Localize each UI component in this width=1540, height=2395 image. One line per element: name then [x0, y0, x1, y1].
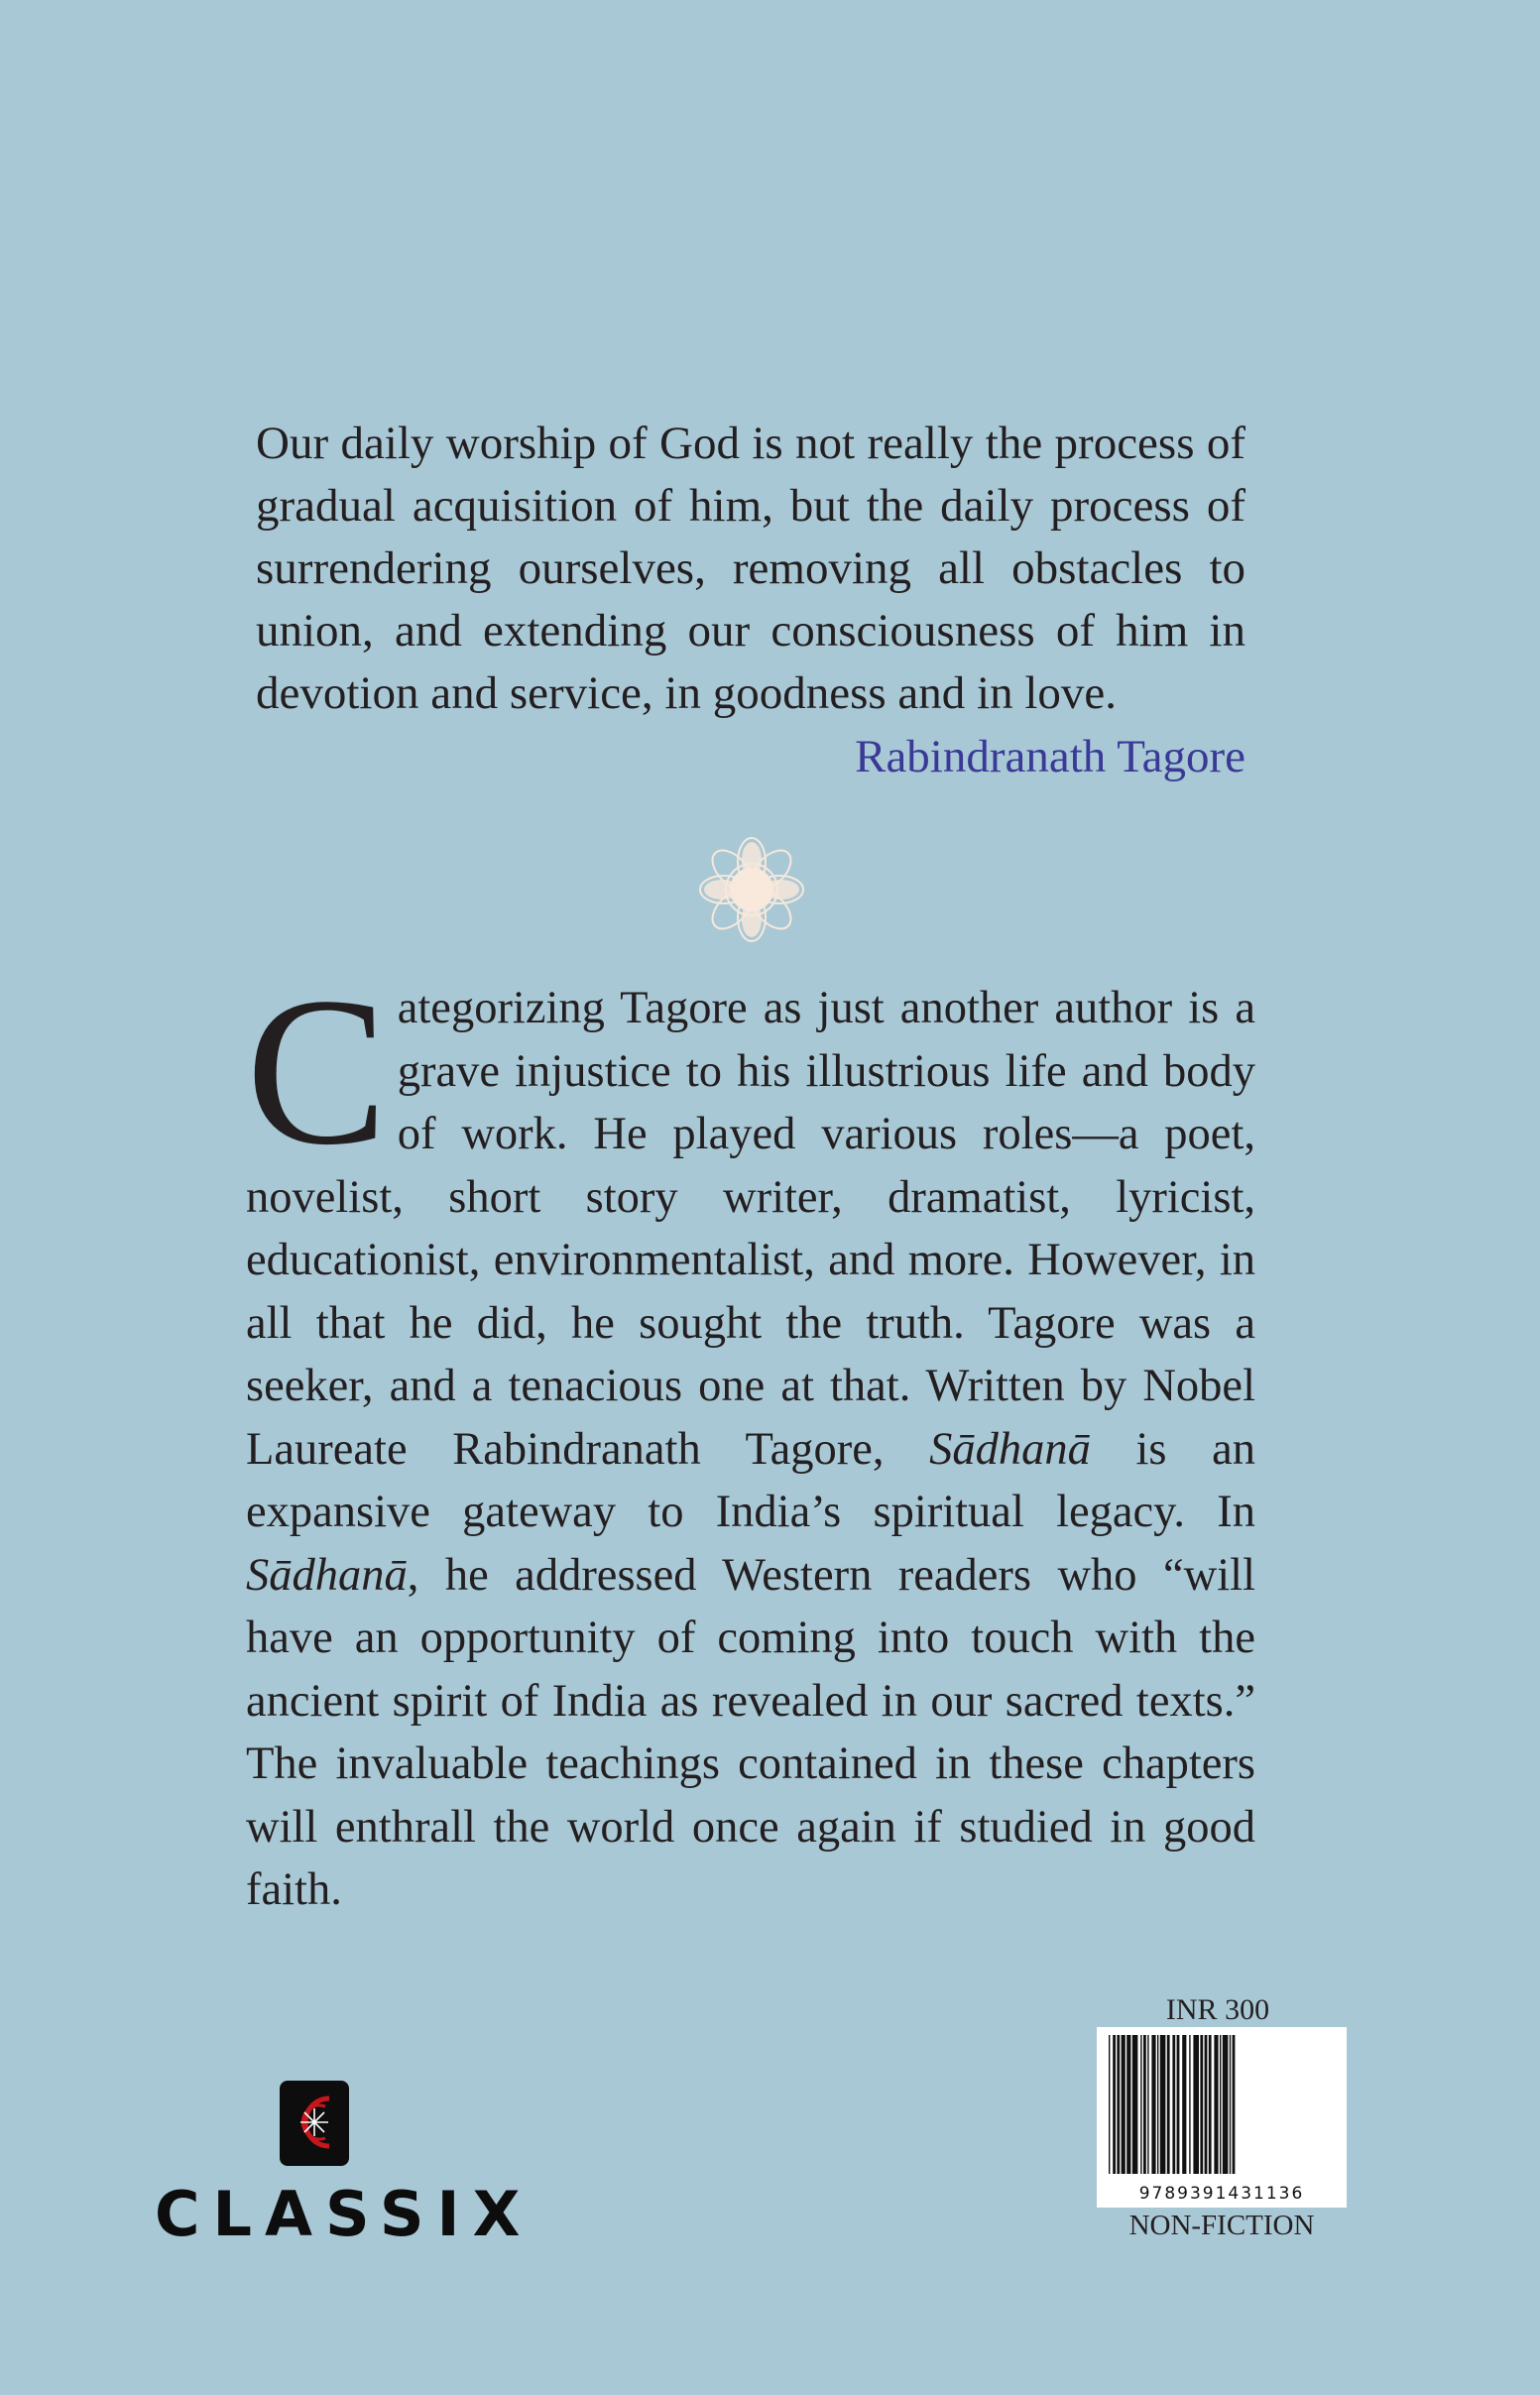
barcode-bar	[1189, 2035, 1190, 2174]
barcode-bar	[1151, 2035, 1155, 2174]
barcode-bar	[1172, 2035, 1175, 2174]
book-title-italic: Sādhanā	[246, 1549, 408, 1601]
description-text-2: is an expansive gateway to India’s spiritual legacy. In	[246, 1423, 1256, 1537]
barcode-bar	[1230, 2035, 1231, 2174]
barcode-bar	[1200, 2035, 1203, 2174]
epigraph-quote: Our daily worship of God is not really the process of gradual acquisition of him, but the daily process of surrendering ourselves, removing all obstacles to union, and extending our consciousness of him in devotion and service, in goodness and in love.	[256, 418, 1245, 719]
genre-label: NON-FICTION	[1128, 2210, 1315, 2241]
barcode-bar	[1109, 2035, 1110, 2174]
barcode-bar	[1132, 2035, 1138, 2174]
description-text-3: , he addressed Western readers who “will have an opportunity of coming into touch with the ancient spirit of India as revealed in our sacred texts.” The invaluable teachings contained in these chapters will enthrall the world once again if studied in good faith.	[246, 1549, 1255, 1915]
epigraph-author: Rabindranath Tagore	[855, 731, 1245, 782]
barcode-bar	[1205, 2035, 1208, 2174]
barcode-bar	[1214, 2035, 1218, 2174]
barcode-bar	[1117, 2035, 1120, 2174]
description-text-1: ategorizing Tagore as just another author is a grave injustice to his illustrious life and body of work. He played various roles—a poet, novelist, short story writer, dramatist, lyricist, educationist, environmentalist, and more. However, in all that he did, he sought the truth. Tagore was a seeker, and a tenacious one at that. Written by Nobel Laureate Rabindranath Tagore,	[246, 983, 1255, 1475]
barcode-bar	[1113, 2035, 1116, 2174]
barcode-bar	[1143, 2035, 1146, 2174]
book-description	[246, 954, 1256, 1922]
barcode-bar	[1147, 2035, 1148, 2174]
barcode-bar	[1220, 2035, 1221, 2174]
barcode-bar	[1160, 2035, 1166, 2174]
barcode-bar	[1126, 2035, 1130, 2174]
barcode-bar	[1140, 2035, 1141, 2174]
isbn-digits: 9789391431136	[1138, 2184, 1305, 2204]
publisher-name: CLASSIX	[155, 2178, 533, 2250]
barcode-bar	[1193, 2035, 1199, 2174]
book-title-italic: Sādhanā	[929, 1423, 1091, 1475]
drop-cap: C	[246, 954, 388, 1189]
barcode-bar	[1157, 2035, 1158, 2174]
barcode-bar	[1177, 2035, 1180, 2174]
barcode-bars	[1097, 2027, 1347, 2184]
barcode-bar	[1122, 2035, 1125, 2174]
lotus-ornament-icon	[698, 836, 805, 943]
classix-logo-icon	[280, 2081, 349, 2166]
barcode-bar	[1233, 2035, 1236, 2174]
barcode-bar	[1223, 2035, 1229, 2174]
price-label: INR 300	[1165, 1993, 1270, 2026]
barcode-bar	[1209, 2035, 1212, 2174]
barcode-bar	[1167, 2035, 1170, 2174]
isbn-barcode	[1097, 2027, 1347, 2208]
barcode-bar	[1182, 2035, 1186, 2174]
